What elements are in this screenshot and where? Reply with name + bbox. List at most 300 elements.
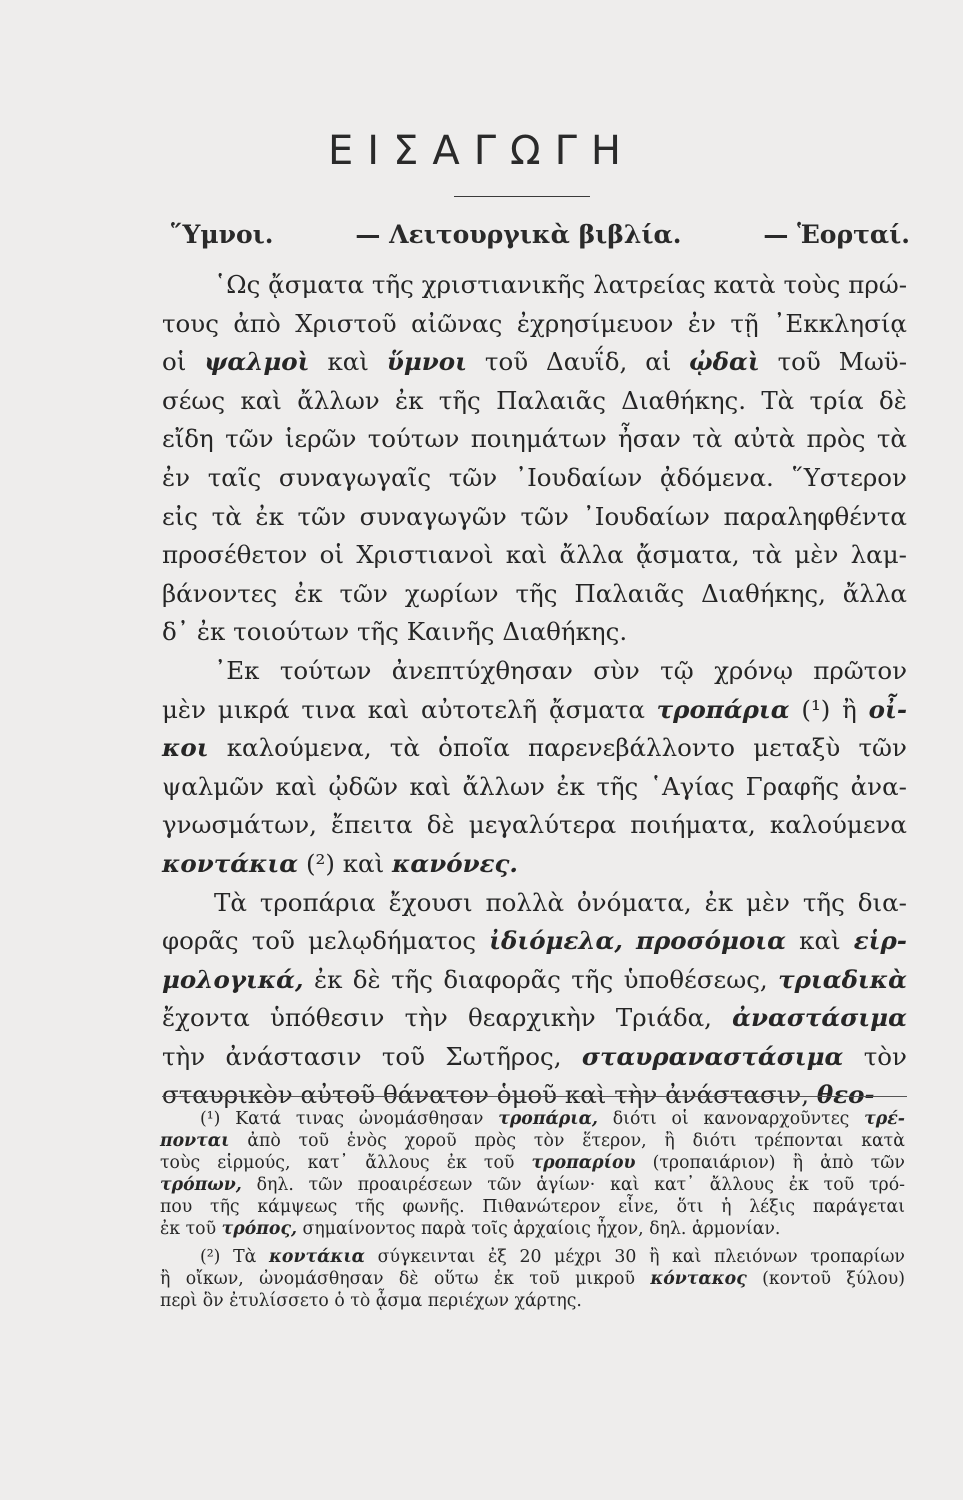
word: ὅτι <box>676 1197 704 1217</box>
word: κατ᾿ <box>654 1175 695 1195</box>
word: που <box>160 1197 193 1217</box>
word: θάνατον <box>382 1080 489 1110</box>
text-line <box>162 884 907 923</box>
word: ἐτυλίσσετο <box>229 1291 329 1311</box>
word: τὰ <box>692 424 723 454</box>
text-line <box>160 1130 905 1152</box>
word: μικρά <box>217 694 290 724</box>
word: βάνοντες <box>162 578 278 608</box>
word: τὴν <box>614 1080 658 1110</box>
word: ἀπὸ <box>247 1131 281 1151</box>
word: τοῦ <box>483 1153 515 1173</box>
word: ἀνάστασιν, <box>665 1080 809 1110</box>
word: τὸ <box>350 1291 371 1311</box>
word: ὑποθέσεως, <box>623 964 768 994</box>
word: φορᾶς <box>162 926 239 956</box>
word: ἦχον, <box>596 1219 644 1239</box>
word: δὲ <box>878 385 907 415</box>
word: Δαυΐδ, <box>546 347 628 377</box>
word: τῶν <box>448 462 498 492</box>
word: πολλὰ <box>485 887 564 917</box>
word: οἱ <box>671 1109 689 1129</box>
word: κοντάκια <box>268 1247 365 1267</box>
word: (¹) <box>801 694 831 724</box>
text-line <box>162 999 907 1038</box>
word: τὸν <box>863 1041 907 1071</box>
word: μελῳδήματος <box>308 926 477 956</box>
word: τροπάρια <box>656 694 790 724</box>
word: ἐξ <box>488 1247 507 1267</box>
word: εἱρμούς, <box>217 1153 291 1173</box>
word: χριστιανικῆς <box>421 270 586 299</box>
word: ὁ <box>334 1291 345 1311</box>
word: Διαθήκης, <box>701 578 826 608</box>
word: σημαίνοντος <box>302 1219 416 1239</box>
word: τῇ <box>730 308 759 338</box>
word: οἶ- <box>868 694 907 724</box>
word: ὃν <box>202 1291 224 1311</box>
word: καλούμενα, <box>226 733 372 763</box>
word: τῆς <box>356 617 399 647</box>
word: ἐκ <box>294 578 323 608</box>
word: τῆς <box>802 887 845 917</box>
subheading-part: — Λειτουργικὰ βιβλία. <box>355 220 682 249</box>
section-subheading <box>170 220 910 249</box>
word: τούτων <box>279 655 372 685</box>
word: δὲ <box>426 810 455 840</box>
word: ἀρχαίοις <box>513 1219 591 1239</box>
word: αἰῶνας <box>411 308 503 338</box>
word: ἐν <box>687 308 716 338</box>
word: τους <box>162 308 219 338</box>
text-line <box>162 266 907 305</box>
word: ἡ <box>721 1197 732 1217</box>
word: προαιρέσεων <box>357 1175 473 1195</box>
word: καὶ <box>672 1247 702 1267</box>
word: ᾿Ιουδαίων <box>514 462 643 492</box>
word: αὐτὰ <box>733 424 796 454</box>
word: τὴν <box>162 1041 206 1071</box>
word: ἐχρησίμευον <box>516 308 674 338</box>
word: δὲ <box>398 1269 419 1289</box>
word: χάρτης. <box>514 1291 582 1311</box>
word: θεο- <box>816 1080 875 1110</box>
word: μεγαλύτερα <box>468 810 617 840</box>
word: τὰ <box>751 540 783 570</box>
word: Τὰ <box>214 887 247 917</box>
word: κοι <box>162 733 209 763</box>
word: οἱ <box>319 540 344 570</box>
text-line <box>162 961 907 1000</box>
word: ᾠδαὶ <box>689 347 760 377</box>
word: ᾄσματα <box>549 694 645 724</box>
text-line <box>162 1038 907 1077</box>
word: ταῖς <box>207 462 262 492</box>
word: (¹) <box>200 1109 221 1129</box>
word: ἀνα- <box>850 771 907 801</box>
word: τῆς <box>355 1197 385 1217</box>
text-line <box>162 652 907 691</box>
word: τροπάρια <box>259 887 376 917</box>
word: τῆς <box>371 270 414 299</box>
word: αὐτοτελῆ <box>421 694 538 724</box>
word: ἐκ <box>160 1219 181 1239</box>
word: οἴκων, <box>185 1269 244 1289</box>
word: τῆς <box>515 578 558 608</box>
word: Χριστοῦ <box>295 308 397 338</box>
word: σέως <box>162 385 226 415</box>
word: ἐκ <box>446 1153 467 1173</box>
word: ἔπειτα <box>331 810 413 840</box>
word: Πιθανώτερον <box>482 1197 601 1217</box>
word: διότι <box>612 1109 657 1129</box>
word: καὶ <box>409 771 451 801</box>
paragraph <box>162 884 907 1116</box>
word: πρῶτον <box>813 655 907 685</box>
word: δια- <box>857 887 907 917</box>
word: λαμ- <box>850 540 907 570</box>
word: μὲν <box>794 540 839 570</box>
word: παράγεται <box>812 1197 905 1217</box>
word: τὴν <box>404 1003 448 1033</box>
word: ὁμοῦ <box>496 1080 558 1110</box>
word: καὶ <box>327 347 369 377</box>
word: ἐκ <box>704 887 734 917</box>
word: αὐτοῦ <box>300 1080 376 1110</box>
text-line <box>160 1268 905 1290</box>
word: προσέθετον <box>162 540 308 570</box>
word: δηλ. <box>649 1219 687 1239</box>
text-line <box>162 305 907 344</box>
word: τρόπος, <box>221 1219 297 1239</box>
text-line <box>162 806 907 845</box>
word: (²) <box>200 1247 221 1267</box>
word: ἐκ <box>493 1269 514 1289</box>
word: τροπαρίων <box>810 1247 905 1267</box>
word: τοιούτων <box>233 617 350 647</box>
word: ποιήματα, <box>630 810 756 840</box>
word: ψαλμοὶ <box>204 347 310 377</box>
word: ἐκ <box>196 617 226 647</box>
text-line <box>160 1246 905 1268</box>
word: κάμψεως <box>257 1197 338 1217</box>
word: ἄλλα <box>842 578 907 608</box>
word: ποιημάτων <box>470 424 607 454</box>
word: ἐκ <box>788 1175 809 1195</box>
word: συναγωγῶν <box>359 501 507 531</box>
word: καὶ <box>505 540 548 570</box>
word: καὶ <box>240 385 282 415</box>
text-line <box>160 1196 905 1218</box>
word: αἱ <box>645 347 672 377</box>
word: ῞Υστερον <box>791 462 907 492</box>
text-line <box>162 382 907 421</box>
word: τὰ <box>876 424 907 454</box>
page-title: ΕΙΣΑΓΩΓΗ <box>328 128 635 174</box>
word: τοῦ <box>298 1131 330 1151</box>
word: παρὰ <box>420 1219 466 1239</box>
word: τριαδικὰ <box>778 964 907 994</box>
word: μὲν <box>745 887 790 917</box>
word: λέξις <box>749 1197 796 1217</box>
word: ἄλλων <box>297 385 380 415</box>
word: ἁρμονίαν. <box>691 1219 781 1239</box>
word: τοὺς <box>783 270 841 299</box>
text-line <box>160 1218 905 1240</box>
title-underline <box>454 196 590 197</box>
word: μολογικά, <box>162 964 304 994</box>
word: γνωσμάτων, <box>162 810 317 840</box>
word: ἁγίων· <box>536 1175 596 1195</box>
word: εἴδη <box>162 424 214 454</box>
word: ᾆσμα <box>375 1291 423 1311</box>
text-line <box>162 575 907 614</box>
word: ἐκ <box>255 501 284 531</box>
word: καὶ <box>367 694 410 724</box>
word: σταυρικὸν <box>162 1080 293 1110</box>
word: τοῦ <box>251 926 295 956</box>
word: καὶ <box>610 1175 640 1195</box>
word: κατὰ <box>713 270 776 299</box>
word: Διαθήκης. <box>621 385 747 415</box>
word: οἱ <box>162 347 187 377</box>
text-line <box>160 1290 905 1312</box>
word: κατ᾿ <box>307 1153 349 1173</box>
word: τὰ <box>389 733 420 763</box>
word: ἦσαν <box>618 424 681 454</box>
word: καὶ <box>275 771 318 801</box>
word: ἢ <box>664 1131 675 1151</box>
paragraph <box>162 266 907 652</box>
word: διαφορᾶς <box>443 964 561 994</box>
word: τῶν <box>339 578 388 608</box>
word: λατρείας <box>593 270 706 299</box>
word: καὶ <box>799 926 841 956</box>
word: Καινῆς <box>406 617 495 647</box>
word: δηλ. <box>256 1175 294 1195</box>
text-line <box>162 691 907 730</box>
word: τρό- <box>868 1175 905 1195</box>
word: τῶν <box>520 501 569 531</box>
word: Παλαιᾶς <box>496 385 606 415</box>
footnote-separator <box>162 1096 907 1097</box>
word: τὰ <box>211 501 242 531</box>
word: συναγωγαῖς <box>278 462 432 492</box>
word: ἄλλα <box>559 540 624 570</box>
subheading-part: — Ἑορταί. <box>763 220 910 249</box>
word: ἢ <box>160 1269 171 1289</box>
word: ἄλλων <box>462 771 545 801</box>
word: ἱερῶν <box>284 424 357 454</box>
word: κανόνες. <box>392 848 518 878</box>
word: ἄλλους <box>709 1175 774 1195</box>
text-line <box>162 768 907 807</box>
word: τρία <box>809 385 864 415</box>
word: ὠνομάσθησαν <box>259 1269 384 1289</box>
word: κανοναρχοῦντες <box>703 1109 850 1129</box>
word: Σωτῆρος, <box>445 1041 562 1071</box>
word: κόντακος <box>650 1269 747 1289</box>
word: τοῦ <box>823 1175 855 1195</box>
text-line <box>160 1174 905 1196</box>
word: ᾿Εκ <box>214 655 260 685</box>
word: χωρίων <box>404 578 499 608</box>
word: ῾Αγίας <box>649 771 735 801</box>
word: χοροῦ <box>404 1131 457 1151</box>
word: ᾿Εκκλησίᾳ <box>773 308 907 338</box>
word: τοῦ <box>381 1041 426 1071</box>
word: φωνῆς. <box>402 1197 465 1217</box>
word: (²) <box>305 848 335 878</box>
word: τρέπονται <box>754 1131 844 1151</box>
word: τροπάρια, <box>498 1109 598 1129</box>
word: τοῖς <box>471 1219 508 1239</box>
word: Τριάδα, <box>615 1003 712 1033</box>
word: 30 <box>614 1247 637 1267</box>
word: τὸν <box>533 1131 565 1151</box>
word: ἢ <box>792 1153 804 1173</box>
word: περιέχων <box>427 1291 509 1311</box>
word: διότι <box>692 1131 737 1151</box>
word: παρενεβάλλοντο <box>528 733 736 763</box>
word: ᾿Ιουδαίων <box>582 501 710 531</box>
word: ἀναστάσιμα <box>732 1003 907 1033</box>
word: τῆς <box>391 964 434 994</box>
footnotes <box>160 1108 905 1312</box>
word: τῆς <box>438 385 481 415</box>
text-line <box>162 420 907 459</box>
word: ὑπόθεσιν <box>269 1003 385 1033</box>
word: τρόπων, <box>160 1175 242 1195</box>
word: καὶ <box>564 1080 607 1110</box>
word: τοὺς <box>160 1153 201 1173</box>
word: ξύλου) <box>846 1269 905 1289</box>
word: Παλαιᾶς <box>574 578 685 608</box>
word: ἐκ <box>395 385 424 415</box>
word: ῾Ως <box>214 270 261 299</box>
word: τῶν <box>225 424 274 454</box>
word: πλειόνων <box>714 1247 798 1267</box>
word: ᾀδόμενα. <box>659 462 774 492</box>
word: ἑνὸς <box>346 1131 387 1151</box>
text-line <box>162 613 907 652</box>
word: ἀπὸ <box>233 308 281 338</box>
word: μικροῦ <box>575 1269 635 1289</box>
word: ἐν <box>162 462 191 492</box>
word: 20 <box>519 1247 542 1267</box>
word: σὺν <box>593 655 640 685</box>
word: ὕμνοι <box>386 347 467 377</box>
word: (κοντοῦ <box>762 1269 832 1289</box>
word: καλούμενα <box>769 810 907 840</box>
word: τινα <box>301 694 356 724</box>
word: (τροπαιάριον) <box>652 1153 776 1173</box>
word: τῷ <box>660 655 694 685</box>
word: Κατά <box>235 1109 282 1129</box>
subheading-part: ῞Υμνοι. <box>170 220 274 249</box>
word: δ᾿ <box>162 617 190 647</box>
word: θεαρχικὴν <box>467 1003 596 1033</box>
word: ᾠδῶν <box>328 771 399 801</box>
word: πρώ- <box>848 270 907 299</box>
footnote <box>160 1108 905 1240</box>
word: τῶν <box>487 1175 522 1195</box>
word: τροπαρίου <box>531 1153 636 1173</box>
word: ᾄσματα <box>268 270 365 299</box>
word: τοῦ <box>484 347 529 377</box>
word: μέχρι <box>554 1247 602 1267</box>
word: πονται <box>160 1131 230 1151</box>
word: ἢ <box>649 1247 660 1267</box>
word: τρέ- <box>864 1109 905 1129</box>
word: τούτων <box>367 424 460 454</box>
text-line <box>162 729 907 768</box>
word: Τὰ <box>233 1247 257 1267</box>
text-line <box>162 498 907 537</box>
word: χρόνῳ <box>714 655 793 685</box>
word: ἰδιόμελα, <box>489 926 623 956</box>
word: ὠνομάσθησαν <box>358 1109 484 1129</box>
text-line <box>162 459 907 498</box>
word: τῆς <box>571 964 614 994</box>
text-line <box>162 922 907 961</box>
word: τῶν <box>870 1153 905 1173</box>
word: εἰς <box>162 501 199 531</box>
word: ἐκ <box>556 771 585 801</box>
word: σύγκεινται <box>377 1247 476 1267</box>
word: τινας <box>295 1109 345 1129</box>
word: ἀνεπτύχθησαν <box>391 655 573 685</box>
word: πρὸς <box>474 1131 517 1151</box>
word: τῶν <box>308 1175 343 1195</box>
word: ἕτερον, <box>582 1131 647 1151</box>
word: τοῦ <box>529 1269 560 1289</box>
word: Τὰ <box>761 385 795 415</box>
word: ἀπὸ <box>820 1153 854 1173</box>
word: τοῦ <box>777 347 821 377</box>
word: κατὰ <box>861 1131 905 1151</box>
footnote <box>160 1246 905 1312</box>
word: Μωϋ- <box>838 347 907 377</box>
word: πρὸς <box>806 424 866 454</box>
word: ἀνάστασιν <box>225 1041 362 1071</box>
word: μὲν <box>162 694 206 724</box>
word: κοντάκια <box>162 848 299 878</box>
text-line <box>162 845 907 884</box>
text-line <box>160 1108 905 1130</box>
word: περὶ <box>160 1291 198 1311</box>
word: ἔχοντα <box>162 1003 250 1033</box>
word: ἢ <box>842 694 857 724</box>
word: τῶν <box>297 501 346 531</box>
word: ᾄσματα, <box>636 540 740 570</box>
word: δὲ <box>352 964 381 994</box>
word: εἶνε, <box>618 1197 659 1217</box>
word: σταυραναστάσιμα <box>581 1041 844 1071</box>
word: ὁποῖα <box>438 733 510 763</box>
text-line <box>162 343 907 382</box>
word: Διαθήκης. <box>502 617 628 647</box>
word: παραληφθέντα <box>723 501 907 531</box>
text-line <box>160 1152 905 1174</box>
word: ἄλλους <box>365 1153 430 1173</box>
word: τῶν <box>858 733 907 763</box>
word: ψαλμῶν <box>162 771 265 801</box>
body-text <box>162 266 907 1115</box>
word: Χριστιανοὶ <box>356 540 494 570</box>
word: ἔχουσι <box>388 887 473 917</box>
word: ὀνόματα, <box>576 887 692 917</box>
